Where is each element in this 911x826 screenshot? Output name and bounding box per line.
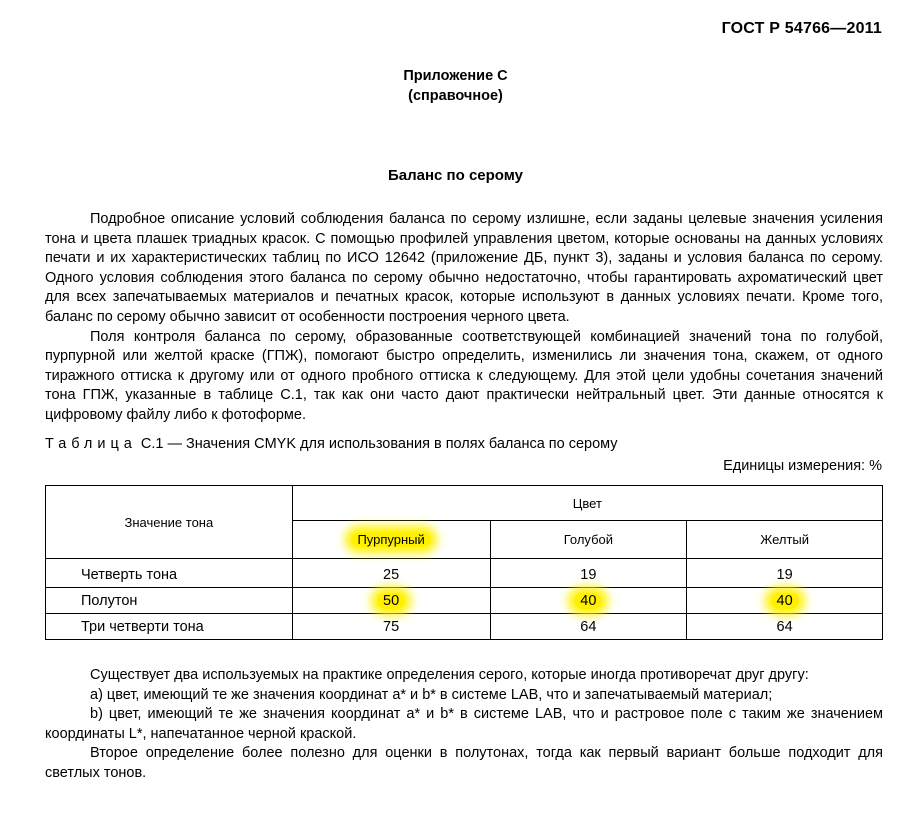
cell-cyan: 19 bbox=[490, 559, 687, 588]
row-label: Полутон bbox=[46, 588, 293, 614]
cell-cyan: 64 bbox=[490, 614, 687, 640]
closing-paragraph-1: Существует два используемых на практике определения серого, которые иногда противоречат друг другу: bbox=[90, 667, 809, 683]
closing-paragraph-2: Второе определение более полезно для оценки в полутонах, тогда как первый вариант больше подходит для светлых тонов. bbox=[45, 745, 883, 781]
grey-balance-table bbox=[45, 485, 883, 640]
table-caption bbox=[45, 436, 618, 452]
cell-magenta: 25 bbox=[292, 559, 490, 588]
table-caption-label: Таблица bbox=[45, 436, 137, 452]
row-label: Три четверти тона bbox=[46, 614, 293, 640]
appendix-heading bbox=[0, 66, 911, 106]
appendix-subtitle: (справочное) bbox=[408, 88, 503, 104]
table-header-row bbox=[46, 486, 883, 521]
section-title: Баланс по серому bbox=[387, 167, 523, 184]
standard-number: ГОСТ Р 54766—2011 bbox=[721, 20, 882, 37]
header-color: Цвет bbox=[292, 486, 882, 521]
appendix-title: Приложение С bbox=[403, 68, 508, 84]
definition-a: а) цвет, имеющий те же значения координат a* и b* в системе LAB, что и запечатываемый материал; bbox=[90, 686, 773, 703]
cell-yellow: 19 bbox=[687, 559, 883, 588]
cell-magenta: 75 bbox=[292, 614, 490, 640]
header-tone: Значение тона bbox=[46, 486, 293, 559]
table-row bbox=[46, 588, 883, 614]
header-col-magenta: Пурпурный bbox=[292, 521, 490, 559]
intro-text bbox=[45, 210, 883, 426]
intro-paragraph-1: Подробное описание условий соблюдения баланса по серому излишне, если заданы целевые значения усиления тона и цвета плашек триадных красок. С помощью профилей управления цветом, которые основаны на данных условиях печати и их характеристических таблиц по ИСО 12642 (приложение ДБ, пункт 3), заданы и условия баланса по серому. Одного условия соблюдения этого баланса по серому обычно недостаточно, чтобы гарантировать ахроматический цвет для всех запечатываемых материалов и печатных красок, которые используют в данных условиях печати. Кроме того, баланс по серому обычно зависит от особенности построения черного цвета. bbox=[45, 211, 883, 325]
table-caption-text: С.1 — Значения CMYK для использования в полях баланса по серому bbox=[140, 436, 618, 452]
header-col-yellow: Желтый bbox=[687, 521, 883, 559]
row-label: Четверть тона bbox=[46, 559, 293, 588]
definition-b: b) цвет, имеющий те же значения координат a* и b* в системе LAB, что и растровое поле с таким же значением координаты L*, напечатанное черной краской. bbox=[45, 706, 883, 742]
cell-yellow: 40 bbox=[687, 588, 883, 614]
cell-yellow: 64 bbox=[687, 614, 883, 640]
closing-text bbox=[45, 666, 883, 784]
header-col-cyan: Голубой bbox=[490, 521, 687, 559]
cell-cyan: 40 bbox=[490, 588, 687, 614]
cell-magenta: 50 bbox=[292, 588, 490, 614]
table-row bbox=[46, 614, 883, 640]
intro-paragraph-2: Поля контроля баланса по серому, образованные соответствующей комбинацией значений тона по голубой, пурпурной или желтой краске (ГПЖ), помогают быстро определить, изменились ли значения тона, скажем, от одного тиражного оттиска к другому или от одного пробного оттиска к следующему. Для этой цели удобны сочетания значений тона ГПЖ, указанные в таблице С.1, так как они часто дают практически нейтральный цвет. Эти данные относятся к цифровому файлу либо к фотоформе. bbox=[45, 328, 883, 423]
table-units: Единицы измерения: % bbox=[723, 458, 882, 474]
table-row bbox=[46, 559, 883, 588]
